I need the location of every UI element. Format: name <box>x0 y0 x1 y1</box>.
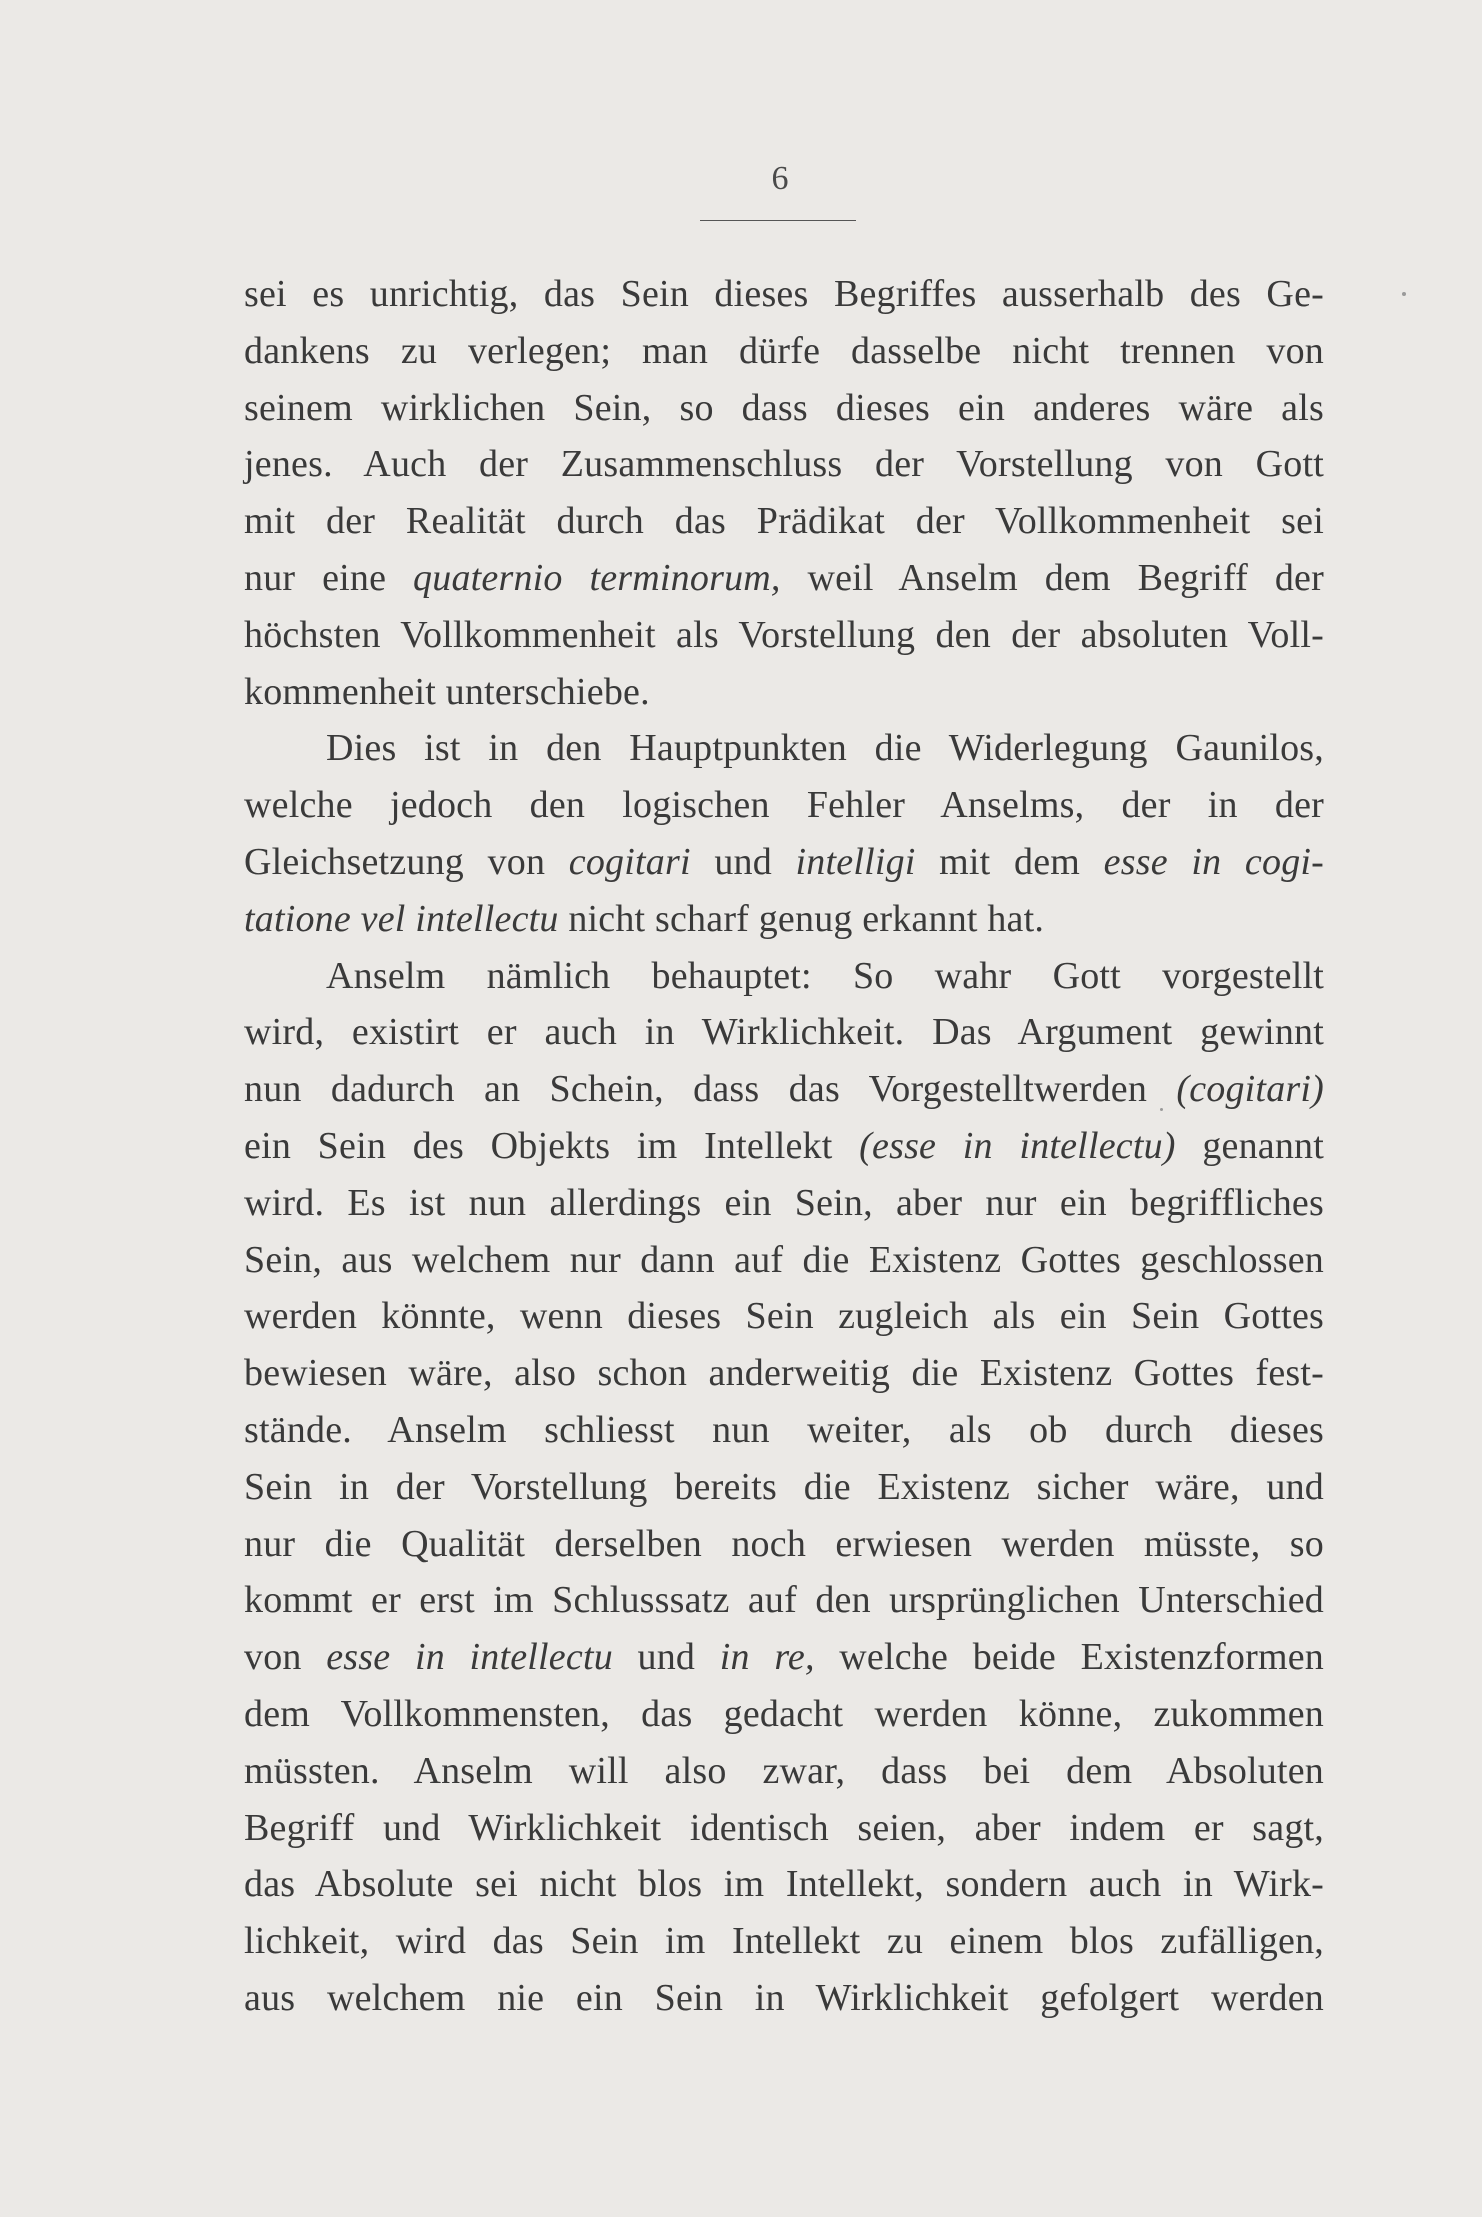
text-line: höchsten Vollkommenheit als Vorstellung den der absoluten Voll- <box>244 613 1324 656</box>
paragraph-start-line: Anselm nämlich behauptet: So wahr Gott vorgestellt <box>326 954 1324 997</box>
text-line: wird, existirt er auch in Wirklichkeit. Das Argument gewinnt <box>244 1011 1324 1054</box>
text-line <box>244 550 1324 607</box>
text-span: nur eine <box>244 556 414 599</box>
text-line: dankens zu verlegen; man dürfe dasselbe nicht trennen von <box>244 329 1324 372</box>
paper-speck <box>1402 292 1406 296</box>
paragraph-end-line: kommenheit unterschiebe. <box>244 670 650 713</box>
text-line: seinem wirklichen Sein, so dass dieses ein anderes wäre als <box>244 386 1324 429</box>
italic-term: intelligi <box>795 840 916 883</box>
text-line: dem Vollkommensten, das gedacht werden könne, zukommen <box>244 1692 1324 1735</box>
text-line <box>244 834 1324 891</box>
italic-term: tatione vel intellectu <box>244 897 559 940</box>
page-number: 6 <box>771 160 789 197</box>
text-line: aus welchem nie ein Sein in Wirklichkeit gefolgert werden <box>244 1976 1324 2019</box>
text-line <box>244 1629 1324 1686</box>
text-span: und <box>612 1636 720 1679</box>
text-line: sei es unrichtig, das Sein dieses Begriffes ausserhalb des Ge- <box>244 273 1324 315</box>
text-span: von <box>244 1636 327 1679</box>
italic-term: quaternio terminorum, <box>413 556 781 599</box>
text-span: nun dadurch an Schein, dass das Vorgestelltwerden <box>244 1068 1177 1111</box>
italic-term: (esse in intellectu) <box>859 1124 1176 1167</box>
text-line: Sein in der Vorstellung bereits die Existenz sicher wäre, und <box>244 1465 1324 1508</box>
text-line: nur die Qualität derselben noch erwiesen werden müsste, so <box>244 1522 1324 1565</box>
text-span: mit dem <box>915 840 1104 883</box>
text-line: das Absolute sei nicht blos im Intellekt, sondern auch in Wirk- <box>244 1863 1324 1906</box>
italic-term: esse in cogi- <box>1103 840 1325 883</box>
paragraph-start-line: Dies ist in den Hauptpunkten die Widerlegung Gaunilos, <box>326 727 1324 770</box>
text-line: wird. Es ist nun allerdings ein Sein, aber nur ein begriffliches <box>244 1181 1324 1224</box>
text-line: werden könnte, wenn dieses Sein zugleich als ein Sein Gottes <box>244 1295 1324 1338</box>
text-span: Gleichsetzung von <box>244 840 569 883</box>
text-line: Sein, aus welchem nur dann auf die Existenz Gottes geschlossen <box>244 1238 1324 1281</box>
italic-term: (cogitari) <box>1176 1068 1324 1111</box>
italic-term: cogitari <box>568 840 691 883</box>
text-line: welche jedoch den logischen Fehler Anselms, der in der <box>244 784 1324 827</box>
text-line: stände. Anselm schliesst nun weiter, als ob durch dieses <box>244 1408 1324 1451</box>
header-rule <box>700 220 856 221</box>
body-text <box>244 266 1324 2027</box>
text-line: kommt er erst im Schlusssatz auf den ursprünglichen Unterschied <box>244 1579 1324 1622</box>
text-span: ein Sein des Objekts im Intellekt <box>244 1124 860 1167</box>
text-span: weil Anselm dem Begriff der <box>780 556 1324 599</box>
text-line <box>244 1118 1324 1175</box>
text-span: nicht scharf genug erkannt hat. <box>558 897 1045 940</box>
text-line <box>244 1061 1324 1118</box>
italic-term: in re, <box>719 1636 815 1679</box>
text-line: bewiesen wäre, also schon anderweitig die Existenz Gottes fest- <box>244 1352 1324 1395</box>
text-line: müssten. Anselm will also zwar, dass bei dem Absoluten <box>244 1749 1324 1792</box>
paragraph-end-line <box>244 891 1324 948</box>
text-line: jenes. Auch der Zusammenschluss der Vorstellung von Gott <box>244 443 1324 486</box>
text-line: lichkeit, wird das Sein im Intellekt zu einem blos zufälligen, <box>244 1920 1324 1963</box>
italic-term: esse in intellectu <box>326 1636 613 1679</box>
text-line: Begriff und Wirklichkeit identisch seien, aber indem er sagt, <box>244 1806 1324 1849</box>
text-span: und <box>690 840 796 883</box>
text-line: mit der Realität durch das Prädikat der Vollkommenheit sei <box>244 500 1324 543</box>
text-span: genannt <box>1175 1124 1325 1167</box>
text-span: welche beide Existenzformen <box>814 1636 1324 1679</box>
